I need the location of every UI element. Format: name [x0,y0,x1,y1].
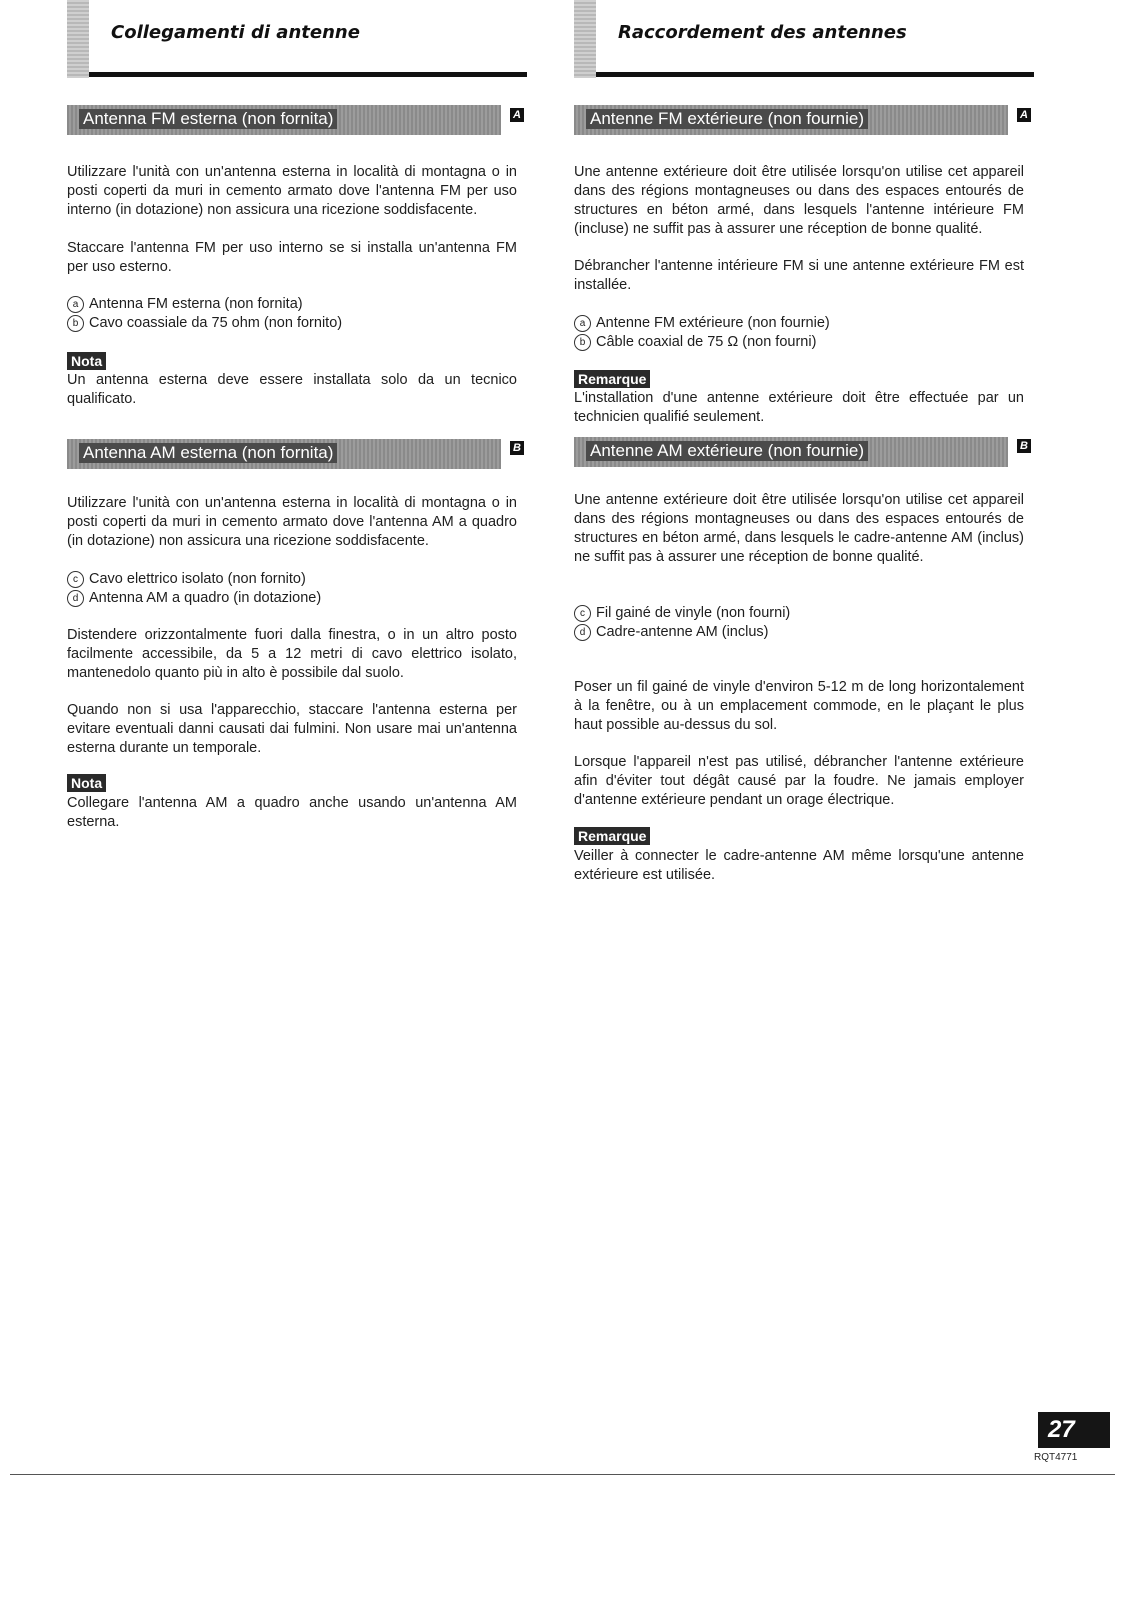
section-title: Antenna FM esterna (non fornita) [79,109,337,129]
circled-letter-d-icon: d [574,624,591,641]
fm-paragraph-2: Staccare l'antenna FM per uso interno se si installa un'antenna FM per uso esterno. [67,240,517,275]
list-item [67,314,517,333]
list-item [67,589,517,608]
am-paragraph-2: Distendere orizzontalmente fuori dalla finestra, o in un altro posto facilmente accessibile, da 5 a 12 metri di cavo elettrico isolato, mantenedolo quanto più in alto è possibile dal suolo. [67,627,517,681]
section-heading-am [67,439,501,469]
note-text: L'installation d'une antenne extérieure doit être effectuée par un technicien qualifié seulement. [574,390,1024,425]
list-item [574,314,1024,333]
am-paragraph-2: Poser un fil gainé de vinyle d'environ 5-12 m de long horizontalement à la fenêtre, ou à un emplacement commode, en le plaçant le plus haut possible au-dessus du sol. [574,679,1024,733]
list-item-text: Cavo coassiale da 75 ohm (non fornito) [89,315,343,331]
list-item-text: Cavo elettrico isolato (non fornito) [89,571,306,587]
page-title: Collegamenti di antenne [111,22,360,43]
list-item [67,570,517,589]
header-tab-marker [574,0,596,78]
header-rule [89,72,527,77]
section-heading-fm [67,105,501,135]
list-item [67,295,517,314]
header-rule [596,72,1034,77]
figure-letter-a-badge: A [510,108,524,122]
am-paragraph-1: Utilizzare l'unità con un'antenna esterna in località di montagna o in posti coperti da muri in cemento armato dove l'antenna AM a quadro (in dotazione) non assicura una ricezione soddisfacente. [67,495,517,549]
figure-letter-a-badge: A [1017,108,1031,122]
list-item-text: Fil gainé de vinyle (non fourni) [596,605,791,621]
note-label: Remarque [574,827,650,845]
circled-letter-c-icon: c [67,571,84,588]
figure-letter-b-badge: B [1017,439,1031,453]
note-text: Veiller à connecter le cadre-antenne AM même lorsqu'une antenne extérieure est utilisée. [574,848,1024,883]
section-title: Antenne FM extérieure (non fournie) [586,109,868,129]
list-item [574,623,1024,642]
circled-letter-c-icon: c [574,605,591,622]
list-item-text: Antenne FM extérieure (non fournie) [596,315,830,331]
note-text: Collegare l'antenna AM a quadro anche usando un'antenna AM esterna. [67,795,517,830]
note-label: Nota [67,774,106,792]
section-title: Antenne AM extérieure (non fournie) [586,441,868,461]
list-item-text: Antenna AM a quadro (in dotazione) [89,590,322,606]
figure-letter-b-badge: B [510,441,524,455]
circled-letter-b-icon: b [67,315,84,332]
list-item-text: Cadre-antenne AM (inclus) [596,624,769,640]
page-number: 27 [1038,1412,1110,1448]
am-paragraph-3: Lorsque l'appareil n'est pas utilisé, débrancher l'antenne extérieure afin d'éviter tout dégât causé par la foudre. Ne jamais employer d'antenne extérieure pendant un orage électrique. [574,754,1024,808]
list-item [574,604,1024,623]
note-label: Remarque [574,370,650,388]
page-title: Raccordement des antennes [618,22,907,43]
circled-letter-d-icon: d [67,590,84,607]
circled-letter-a-icon: a [574,315,591,332]
fm-paragraph-1: Utilizzare l'unità con un'antenna esterna in località di montagna o in posti coperti da muri in cemento armato dove l'antenna FM per uso interno (in dotazione) non assicura una ricezione soddisfacente. [67,164,517,218]
circled-letter-a-icon: a [67,296,84,313]
list-item-text: Câble coaxial de 75 Ω (non fourni) [596,334,817,350]
circled-letter-b-icon: b [574,334,591,351]
am-paragraph-3: Quando non si usa l'apparecchio, staccare l'antenna esterna per evitare eventuali danni causati dai fulmini. Non usare mai un'antenna esterna durante un temporale. [67,702,517,756]
note-text: Un antenna esterna deve essere installata solo da un tecnico qualificato. [67,372,517,407]
fm-paragraph-1: Une antenne extérieure doit être utilisée lorsqu'on utilise cet appareil dans des régions montagneuses ou dans des espaces entourés de structures en béton armé, dans lesquels l'antenne intérieure FM (incluse) ne suffit pas à assurer une réception de bonne qualité. [574,164,1024,237]
fm-paragraph-2: Débrancher l'antenne intérieure FM si une antenne extérieure FM est installée. [574,258,1024,293]
section-title: Antenna AM esterna (non fornita) [79,443,337,463]
section-heading-am [574,437,1008,467]
am-paragraph-1: Une antenne extérieure doit être utilisée lorsqu'on utilise cet appareil dans des régions montagneuses ou dans des espaces entourés de structures en béton armé, dans lesquels le cadre-antenne AM (inclus) ne suffit pas à assurer une réception de bonne qualité. [574,492,1024,565]
list-item-text: Antenna FM esterna (non fornita) [89,296,303,312]
list-item [574,333,1024,352]
section-heading-fm [574,105,1008,135]
note-label: Nota [67,352,106,370]
header-tab-marker [67,0,89,78]
footer-rule [10,1474,1115,1475]
page-header [574,0,1034,80]
page-header [67,0,527,80]
document-code: RQT4771 [1034,1452,1078,1463]
